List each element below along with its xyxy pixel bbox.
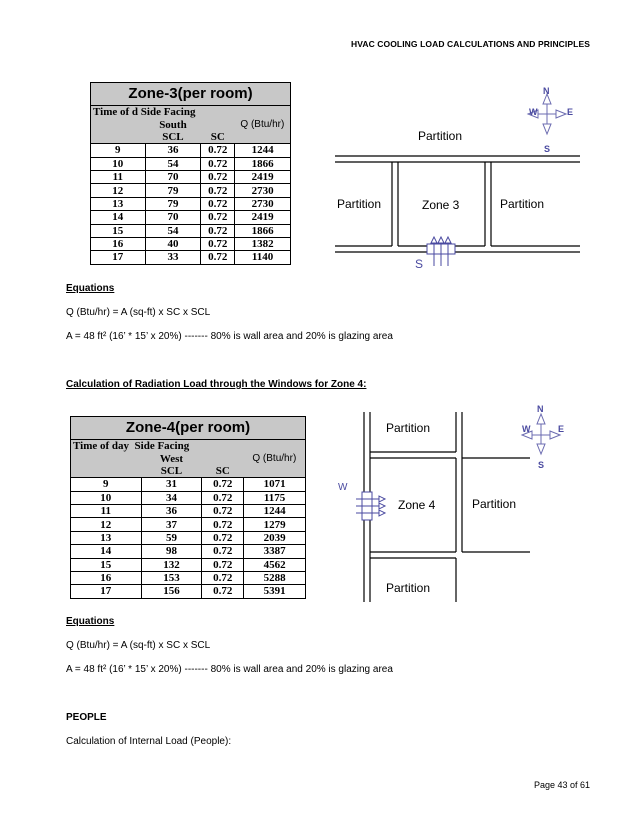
zone3-compass-n: N (543, 86, 550, 96)
cell-scl: 79 (145, 197, 201, 210)
zone4-col-scl: SCL (160, 464, 183, 477)
zone3-compass-w: W (529, 107, 538, 117)
zone3-equation-a: A = 48 ft² (16’ * 15’ x 20%) ------- 80% is wall area and 20% is glazing area (66, 331, 393, 342)
zone3-direction: South (159, 118, 187, 131)
cell-sc: 0.72 (201, 170, 235, 183)
zone3-compass-s: S (544, 144, 551, 154)
cell-sc: 0.72 (202, 504, 244, 517)
cell-scl: 70 (145, 211, 201, 224)
cell-time: 14 (91, 211, 146, 224)
cell-time: 12 (71, 518, 142, 531)
cell-scl: 36 (145, 144, 201, 157)
zone3-floor-plan (330, 82, 590, 272)
cell-sc: 0.72 (201, 224, 235, 237)
zone3-partition-left: Partition (337, 197, 382, 211)
cell-time: 9 (91, 144, 146, 157)
table-row (91, 184, 291, 197)
table-row (91, 197, 291, 210)
cell-time: 15 (91, 224, 146, 237)
cell-time: 11 (91, 170, 146, 183)
zone4-compass-n: N (537, 404, 544, 414)
cell-scl: 40 (145, 237, 201, 250)
zone4-window-label: W (338, 482, 348, 493)
cell-sc: 0.72 (201, 157, 235, 170)
table-row (71, 571, 306, 584)
table-row (91, 211, 291, 224)
cell-q: 1382 (235, 237, 291, 250)
table-row (71, 478, 306, 491)
cell-time: 17 (91, 251, 146, 264)
cell-time: 17 (71, 585, 142, 598)
table-row (91, 170, 291, 183)
cell-scl: 34 (141, 491, 202, 504)
cell-sc: 0.72 (202, 518, 244, 531)
cell-scl: 98 (141, 545, 202, 558)
zone3-table-title: Zone-3(per room) (91, 83, 291, 106)
zone3-equations-heading: Equations (66, 283, 115, 294)
cell-sc: 0.72 (201, 251, 235, 264)
cell-q: 1244 (244, 504, 306, 517)
zone3-equation-q: Q (Btu/hr) = A (sq-ft) x SC x SCL (66, 307, 211, 318)
cell-scl: 132 (141, 558, 202, 571)
zone3-side-label: Side Facing (140, 106, 196, 119)
cell-time: 11 (71, 504, 142, 517)
zone4-compass (522, 414, 560, 454)
cell-q: 1175 (244, 491, 306, 504)
zone4-side-label: Side Facing (134, 440, 190, 453)
cell-scl: 79 (145, 184, 201, 197)
cell-q: 2039 (244, 531, 306, 544)
zone4-time-label: Time of day (73, 440, 130, 453)
cell-sc: 0.72 (202, 545, 244, 558)
zone4-equations-heading: Equations (66, 616, 115, 627)
cell-time: 16 (71, 571, 142, 584)
zone4-zone-label: Zone 4 (398, 498, 436, 512)
cell-q: 4562 (244, 558, 306, 571)
cell-sc: 0.72 (202, 585, 244, 598)
zone3-zone-label: Zone 3 (422, 198, 460, 212)
zone4-partition-right: Partition (472, 497, 517, 511)
zone4-col-sc: SC (215, 464, 230, 477)
zone3-partition-top: Partition (418, 129, 463, 143)
cell-sc: 0.72 (201, 197, 235, 210)
zone4-compass-s: S (538, 460, 545, 470)
zone4-equation-q: Q (Btu/hr) = A (sq-ft) x SC x SCL (66, 640, 211, 651)
table-row (91, 237, 291, 250)
cell-q: 5391 (244, 585, 306, 598)
cell-scl: 156 (141, 585, 202, 598)
cell-scl: 33 (145, 251, 201, 264)
table-row (71, 545, 306, 558)
cell-q: 3387 (244, 545, 306, 558)
zone3-col-q: Q (Btu/hr) (240, 118, 285, 130)
table-row (91, 224, 291, 237)
cell-time: 14 (71, 545, 142, 558)
cell-q: 1866 (235, 224, 291, 237)
cell-sc: 0.72 (202, 478, 244, 491)
zone3-col-scl: SCL (162, 130, 184, 143)
cell-q: 2419 (235, 211, 291, 224)
cell-scl: 153 (141, 571, 202, 584)
cell-q: 1866 (235, 157, 291, 170)
people-heading: PEOPLE (66, 712, 107, 723)
cell-q: 1140 (235, 251, 291, 264)
cell-scl: 54 (145, 157, 201, 170)
cell-sc: 0.72 (202, 571, 244, 584)
table-row (71, 558, 306, 571)
zone4-window (356, 492, 385, 520)
zone4-equation-a: A = 48 ft² (16’ * 15’ x 20%) ------- 80% is wall area and 20% is glazing area (66, 664, 393, 675)
cell-scl: 59 (141, 531, 202, 544)
cell-q: 1071 (244, 478, 306, 491)
cell-time: 10 (71, 491, 142, 504)
zone4-table-title: Zone-4(per room) (71, 417, 306, 440)
cell-time: 13 (91, 197, 146, 210)
cell-sc: 0.72 (201, 184, 235, 197)
cell-time: 9 (71, 478, 142, 491)
zone3-compass-e: E (567, 107, 574, 117)
zone4-col-q: Q (Btu/hr) (252, 452, 297, 464)
cell-scl: 54 (145, 224, 201, 237)
cell-time: 13 (71, 531, 142, 544)
zone3-col-sc: SC (210, 130, 225, 143)
cell-time: 10 (91, 157, 146, 170)
cell-time: 15 (71, 558, 142, 571)
table-row (71, 491, 306, 504)
table-row (91, 157, 291, 170)
zone4-direction: West (159, 452, 184, 465)
cell-time: 16 (91, 237, 146, 250)
cell-sc: 0.72 (201, 211, 235, 224)
cell-q: 2419 (235, 170, 291, 183)
zone4-table (70, 416, 306, 599)
page-header: HVAC COOLING LOAD CALCULATIONS AND PRINCIPLES (350, 39, 590, 49)
zone3-window-label: S (415, 257, 424, 271)
table-row (91, 144, 291, 157)
cell-sc: 0.72 (201, 237, 235, 250)
zone3-partition-right: Partition (500, 197, 545, 211)
zone3-time-label: Time of d (93, 106, 139, 119)
zone4-floor-plan (330, 402, 590, 607)
people-text: Calculation of Internal Load (People): (66, 736, 232, 747)
zone4-partition-bottom: Partition (386, 581, 431, 595)
zone3-window (427, 237, 455, 266)
table-row (71, 504, 306, 517)
page-number: Page 43 of 61 (533, 780, 590, 790)
zone4-compass-e: E (558, 424, 565, 434)
zone4-partition-top: Partition (386, 421, 431, 435)
cell-scl: 70 (145, 170, 201, 183)
cell-sc: 0.72 (202, 491, 244, 504)
cell-q: 5288 (244, 571, 306, 584)
cell-scl: 37 (141, 518, 202, 531)
cell-scl: 31 (141, 478, 202, 491)
table-row (71, 585, 306, 598)
zone3-table (90, 82, 291, 265)
cell-sc: 0.72 (202, 558, 244, 571)
cell-q: 2730 (235, 184, 291, 197)
cell-sc: 0.72 (201, 144, 235, 157)
table-row (71, 531, 306, 544)
cell-q: 1279 (244, 518, 306, 531)
cell-q: 2730 (235, 197, 291, 210)
cell-sc: 0.72 (202, 531, 244, 544)
cell-time: 12 (91, 184, 146, 197)
zone4-compass-w: W (522, 424, 531, 434)
cell-q: 1244 (235, 144, 291, 157)
zone4-section-heading: Calculation of Radiation Load through the Windows for Zone 4: (66, 379, 367, 390)
table-row (71, 518, 306, 531)
cell-scl: 36 (141, 504, 202, 517)
table-row (91, 251, 291, 264)
